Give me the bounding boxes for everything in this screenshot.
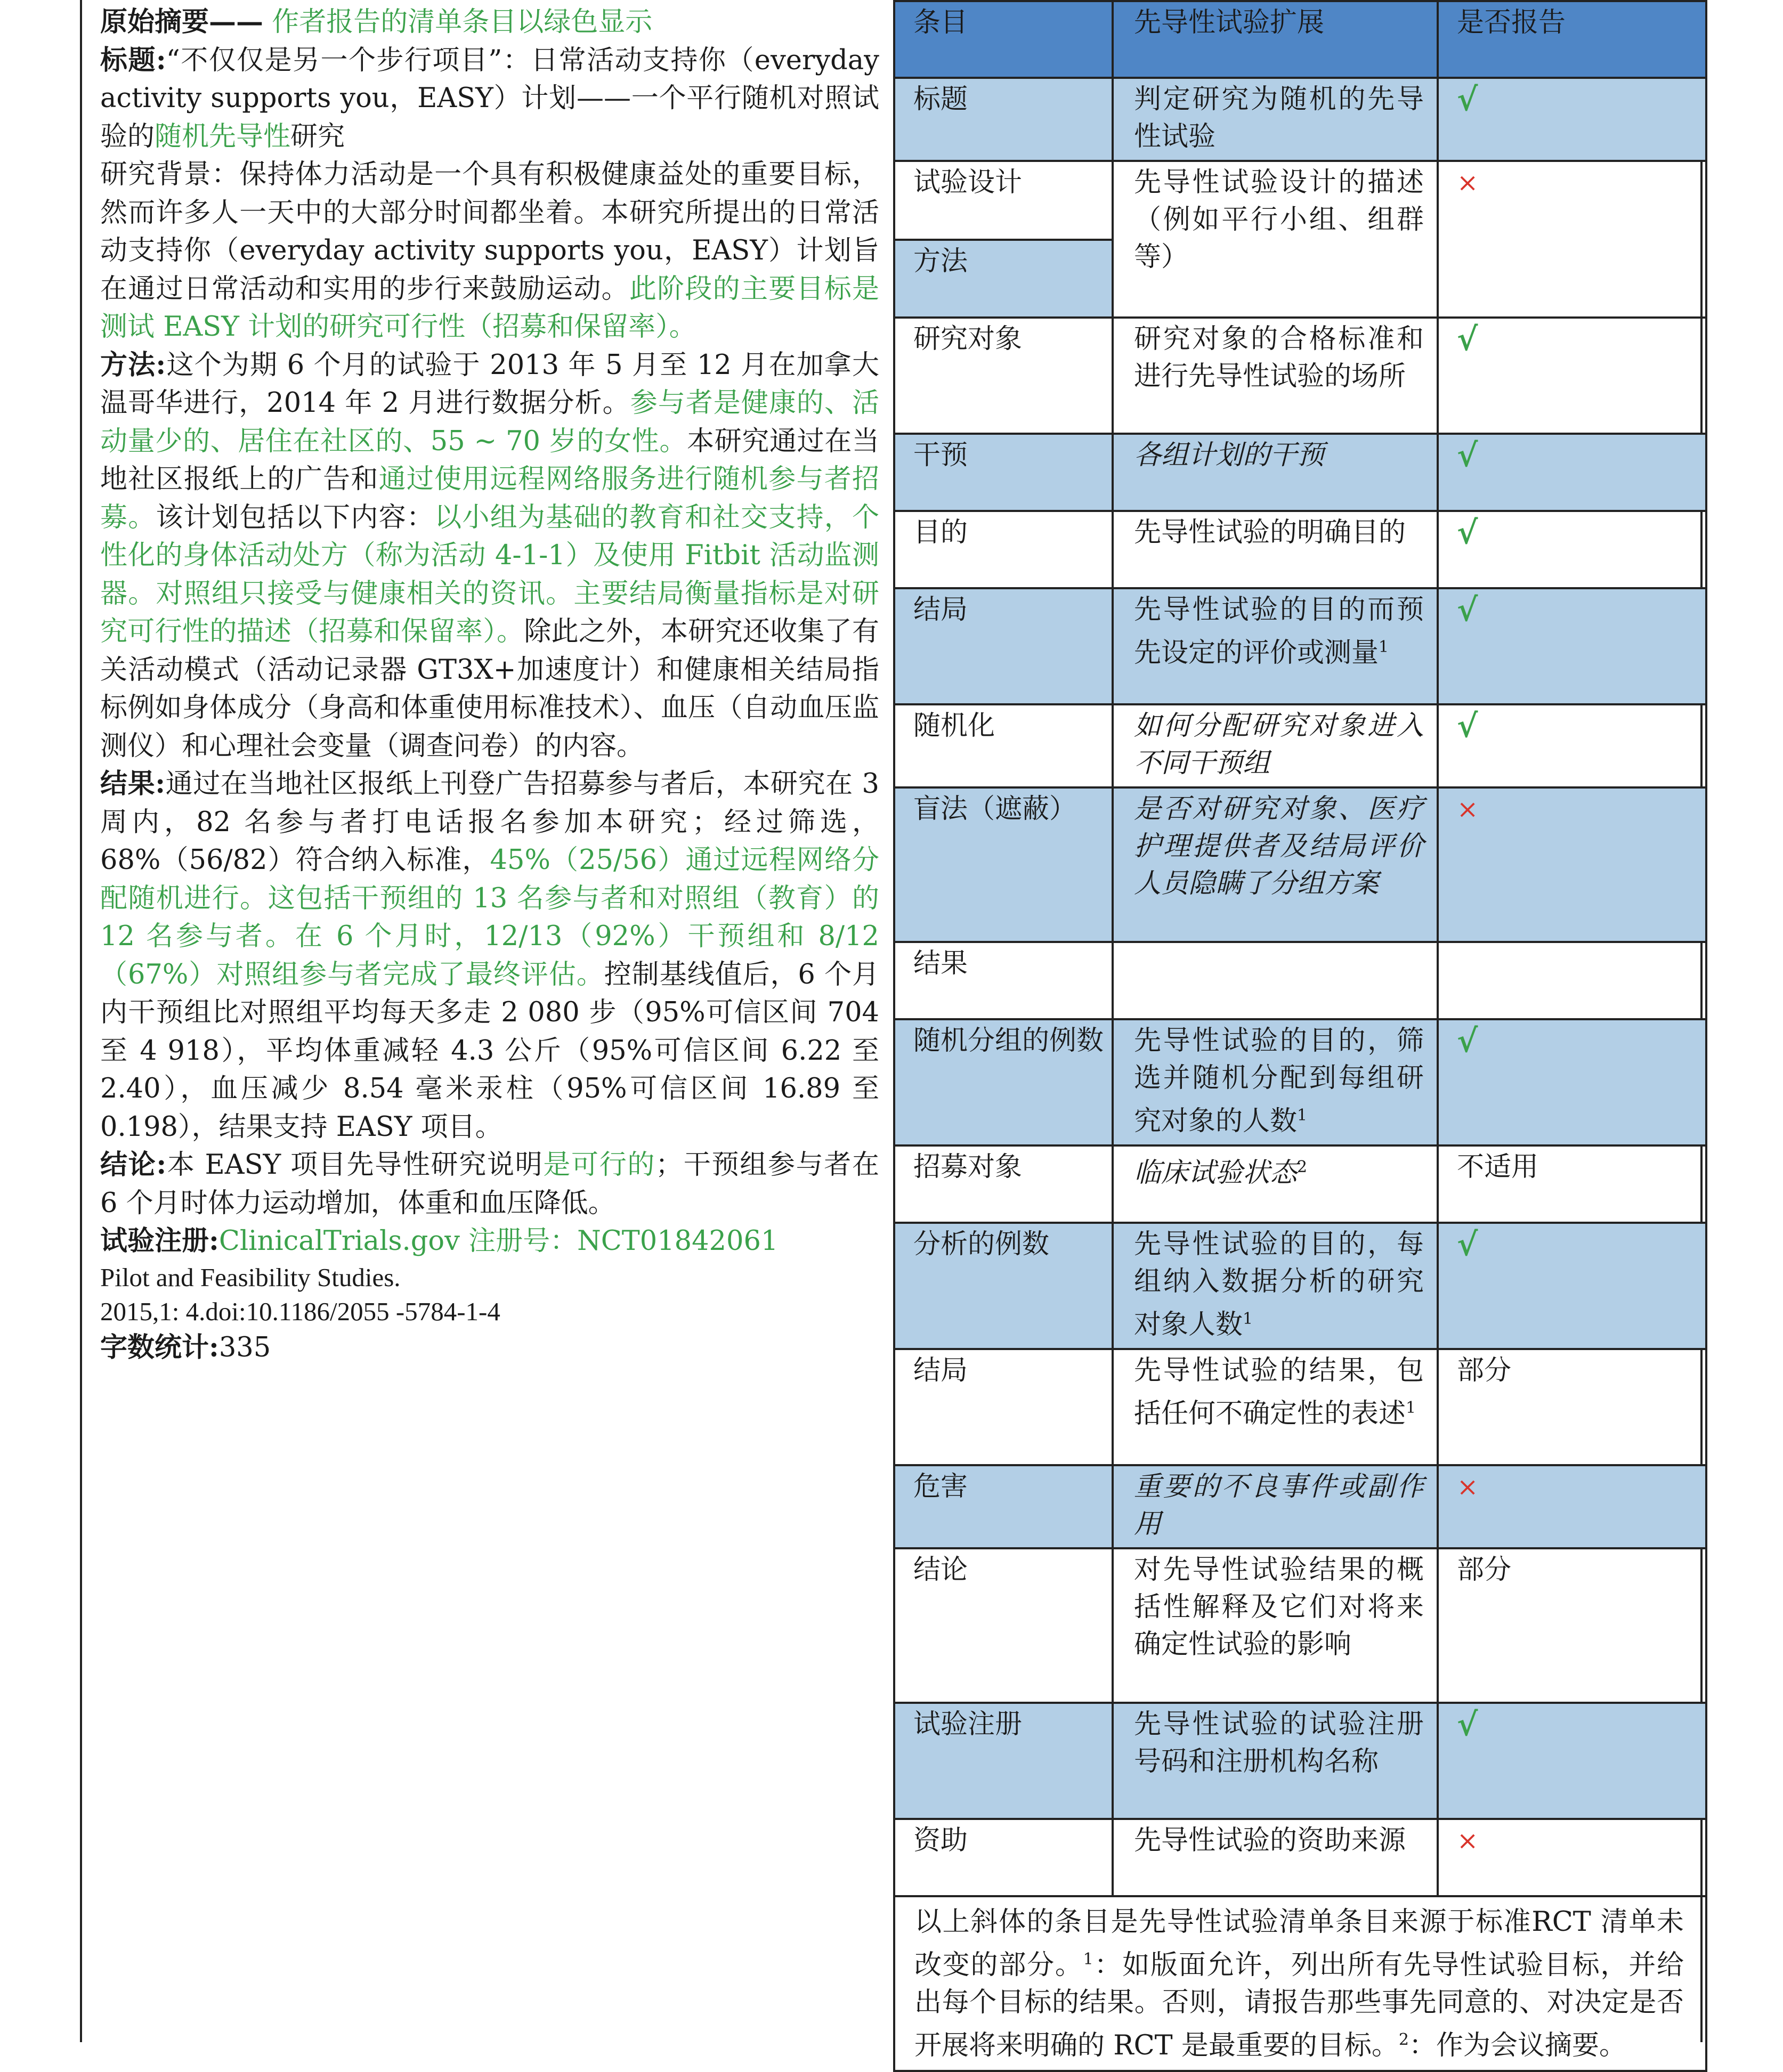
cross-mark: × (1457, 168, 1479, 198)
check-mark: √ (1457, 1022, 1478, 1060)
row-reported (1438, 787, 1706, 942)
methods-green-2: 通过使用远程网络服务进行随机参与者招募。 (100, 464, 879, 533)
title-label: 标题: (100, 44, 166, 76)
table-row (894, 434, 1706, 511)
footnote-ref: 1 (1406, 1399, 1416, 1417)
footnote-text-1: 以上斜体的条目是先导性试验清单条目来源于标准RCT 清单未改变的部分。 (914, 1906, 1684, 1981)
row-extension-text: 先导性试验的结果，包括任何不确定性的表述 (1134, 1355, 1424, 1429)
row-item: 标题 (894, 78, 1113, 161)
row-reported (1438, 511, 1706, 588)
check-mark: √ (1457, 591, 1478, 629)
abstract-background (100, 156, 879, 346)
title-end: 研究 (290, 120, 345, 152)
methods-text-1: 这个为期 6 个月的试验于 2013 年 5 月至 12 月在加拿大温哥华进行，2014 年 2 月进行数据分析。 (100, 349, 879, 419)
background-green: 此阶段的主要目标是测试 EASY 计划的研究可行性（招募和保留率）。 (100, 273, 879, 343)
row-extension: 先导性试验的试验注册号码和注册机构名称 (1113, 1703, 1438, 1819)
row-reported (1438, 704, 1706, 787)
table-row (894, 511, 1706, 588)
row-item: 资助 (894, 1819, 1113, 1896)
row-item: 盲法（遮蔽） (894, 787, 1113, 942)
methods-green-3: 以小组为基础的教育和社交支持，个性化的身体活动处方（称为活动 4-1-1）及使用 Fitbit 活动监测器。对照组只接受与健康相关的资讯。主要结局衡量指标是对研究可行性的描述（招募和保留率）。 (100, 501, 879, 647)
abstract-registration (100, 1222, 879, 1261)
row-reported (1438, 588, 1706, 704)
row-item: 分析的例数 (894, 1223, 1113, 1349)
row-item (894, 161, 1113, 318)
row-extension: 是否对研究对象、医疗护理提供者及结局评价人员隐瞒了分组方案 (1113, 787, 1438, 942)
row-extension-text: 先导性试验的目的，筛选并随机分配到每组研究对象的人数 (1134, 1025, 1424, 1137)
table-row (894, 1223, 1706, 1349)
header-reported: 是否报告 (1438, 1, 1706, 78)
row-extension: 研究对象的合格标准和进行先导性试验的场所 (1113, 318, 1438, 434)
abstract-wordcount (100, 1329, 879, 1367)
row-reported (1438, 1465, 1706, 1548)
row-extension (1113, 1223, 1438, 1349)
footnote-text-2: ：如版面允许，列出所有先导性试验目标，并给出每个目标的结果。否则，请报告那些事先同意的、对决定是否开展将来明确的 RCT 是最重要的目标。 (914, 1949, 1684, 2061)
original-abstract (100, 3, 879, 1367)
conclusion-text-2: ；干预组参与者在 6 个月时体力运动增加，体重和血压降低。 (100, 1149, 879, 1219)
conclusion-label: 结论: (100, 1149, 167, 1181)
row-reported (1438, 1223, 1706, 1349)
row-extension: 对先导性试验结果的概括性解释及它们对将来确定性试验的影响 (1113, 1548, 1438, 1703)
table-row (894, 1465, 1706, 1548)
row-extension (1113, 1349, 1438, 1465)
row-item: 结论 (894, 1548, 1113, 1703)
cross-mark: × (1457, 794, 1479, 824)
check-mark: √ (1457, 81, 1478, 118)
row-reported (1438, 78, 1706, 161)
row-item: 招募对象 (894, 1145, 1113, 1223)
row-reported (1438, 161, 1706, 318)
wordcount-label: 字数统计: (100, 1331, 219, 1363)
row-extension (1113, 942, 1438, 1019)
table-row (894, 161, 1706, 318)
check-mark: √ (1457, 321, 1478, 358)
table-header-row (894, 1, 1706, 78)
table-row (894, 704, 1706, 787)
title-green: 随机先导性 (155, 120, 291, 152)
row-extension: 先导性试验设计的描述（例如平行小组、组群等） (1113, 161, 1438, 318)
row-reported (1438, 1703, 1706, 1819)
results-label: 结果: (100, 768, 166, 800)
methods-green-1: 参与者是健康的、活动量少的、居住在社区的、55 ~ 70 岁的女性。 (100, 387, 879, 457)
row-reported (1438, 1819, 1706, 1896)
row-extension: 各组计划的干预 (1113, 434, 1438, 511)
header-extension: 先导性试验扩展 (1113, 1, 1438, 78)
table-row (894, 1548, 1706, 1703)
check-mark: √ (1457, 1706, 1478, 1743)
table-row (894, 1703, 1706, 1819)
row-extension (1113, 588, 1438, 704)
footnote-marker-1: 1 (1083, 1950, 1093, 1969)
footnote-ref: 1 (1297, 1106, 1308, 1125)
row-extension (1113, 1145, 1438, 1223)
row-reported: 不适用 (1438, 1145, 1706, 1223)
conclusion-text-1: 本 EASY 项目先导性研究说明 (166, 1149, 544, 1181)
abstract-heading-note: 作者报告的清单条目以绿色显示 (272, 6, 653, 38)
registration-label: 试验注册: (100, 1225, 219, 1257)
background-text: 研究背景：保持体力活动是一个具有积极健康益处的重要目标，然而许多人一天中的大部分时间都坐着。本研究所提出的日常活动支持你（everyday activity supports you，EASY）计划旨在通过日常活动和实用的步行来鼓励运动。 (100, 159, 879, 305)
row-extension: 判定研究为随机的先导性试验 (1113, 78, 1438, 161)
checklist-table (893, 0, 1707, 2072)
wordcount-value: 335 (218, 1331, 271, 1363)
row-reported (1438, 434, 1706, 511)
table-row (894, 942, 1706, 1019)
table-row (894, 787, 1706, 942)
results-text-1: 通过在当地社区报纸上刊登广告招募参与者后，本研究在 3 周内，82 名参与者打电话报名参加本研究；经过筛选，68%（56/82）符合纳入标准， (100, 768, 880, 876)
footnote-marker-2: 2 (1398, 2030, 1409, 2049)
row-reported (1438, 942, 1706, 1019)
footnote-text-3: ：作为会议摘要。 (1408, 2030, 1626, 2061)
abstract-heading-label: 原始摘要—— (100, 6, 264, 38)
results-text-2: 控制基线值后，6 个月内干预组比对照组平均每天多走 2 080 步（95%可信区间 704 至 4 918），平均体重减轻 4.3 公斤（95%可信区间 6.22 至 2.40），血压减少 8.54 毫米汞柱（95%可信区间 16.89 至 0.198），结果支持 EASY 项目。 (100, 958, 879, 1143)
row-reported (1438, 1019, 1706, 1145)
abstract-heading (100, 3, 879, 42)
cross-mark: × (1457, 1826, 1479, 1856)
conclusion-green: 是可行的 (543, 1149, 656, 1181)
row-item: 危害 (894, 1465, 1113, 1548)
row-extension-text: 先导性试验的目的，每组纳入数据分析的研究对象人数 (1134, 1229, 1424, 1340)
methods-label: 方法: (100, 348, 166, 381)
row-extension-text: 先导性试验的目的而预先设定的评价或测量 (1134, 594, 1424, 669)
check-mark: √ (1457, 708, 1478, 745)
footnote-ref: 2 (1297, 1158, 1308, 1176)
title-text: “不仅仅是另一个步行项目”：日常活动支持你（everyday activity supports you，EASY）计划——一个平行随机对照试验的 (100, 44, 879, 152)
row-item: 目的 (894, 511, 1113, 588)
pilot-checklist (893, 0, 1705, 2061)
row-item: 试验注册 (894, 1703, 1113, 1819)
row-reported (1438, 318, 1706, 434)
footnote-ref: 1 (1379, 638, 1389, 656)
row-reported: 部分 (1438, 1548, 1706, 1703)
row-item: 随机分组的例数 (894, 1019, 1113, 1145)
table-row (894, 588, 1706, 704)
row-item-methods: 方法 (895, 239, 1112, 316)
citation-journal: Pilot and Feasibility Studies. (100, 1262, 401, 1292)
results-green-1: 45%（25/56）通过远程网络分配随机进行。这包括干预组的 13 名参与者和对照组（教育）的 12 名参与者。在 6 个月时，12/13（92%）干预组和 8/12（67%）对照组参与者完成了最终评估。 (100, 844, 879, 990)
row-item: 结果 (894, 942, 1113, 1019)
registration-number: ClinicalTrials.gov 注册号：NCT01842061 (218, 1225, 779, 1257)
abstract-methods (100, 346, 879, 766)
row-item: 干预 (894, 434, 1113, 511)
row-extension: 先导性试验的明确目的 (1113, 511, 1438, 588)
row-item: 随机化 (894, 704, 1113, 787)
footnote-ref: 1 (1243, 1310, 1253, 1328)
table-row (894, 318, 1706, 434)
abstract-results (100, 765, 879, 1146)
check-mark: √ (1457, 1226, 1478, 1263)
cross-mark: × (1457, 1472, 1479, 1502)
table-row (894, 1019, 1706, 1145)
row-extension: 如何分配研究对象进入不同干预组 (1113, 704, 1438, 787)
row-extension: 重要的不良事件或副作用 (1113, 1465, 1438, 1548)
table-footnote (894, 1896, 1706, 2071)
methods-text-3: 该计划包括以下内容： (156, 501, 435, 533)
table-row (894, 78, 1706, 161)
row-item: 结局 (894, 588, 1113, 704)
methods-text-2: 本研究通过在当地社区报纸上的广告和 (100, 425, 879, 495)
table-row (894, 1145, 1706, 1223)
abstract-title (100, 42, 879, 156)
check-mark: √ (1457, 437, 1478, 474)
methods-text-4: 除此之外，本研究还收集了有关活动模式（活动记录器 GT3X+加速度计）和健康相关结局指标例如身体成分（身高和体重使用标准技术）、血压（自动血压监测仪）和心理社会变量（调查问卷）的内容。 (100, 616, 879, 762)
row-extension: 先导性试验的资助来源 (1113, 1819, 1438, 1896)
row-item-design: 试验设计 (913, 167, 1023, 198)
table-row (894, 1819, 1706, 1896)
check-mark: √ (1457, 514, 1478, 551)
table-notes-row (894, 1896, 1706, 2071)
abstract-conclusion (100, 1146, 879, 1222)
table-row (894, 1349, 1706, 1465)
row-extension-text: 临床试验状态 (1134, 1157, 1298, 1189)
row-reported: 部分 (1438, 1349, 1706, 1465)
row-item: 结局 (894, 1349, 1113, 1465)
header-item: 条目 (894, 1, 1113, 78)
row-item: 研究对象 (894, 318, 1113, 434)
citation-doi: 2015,1: 4.doi:10.1186/2055 -5784-1-4 (100, 1296, 500, 1326)
row-extension (1113, 1019, 1438, 1145)
